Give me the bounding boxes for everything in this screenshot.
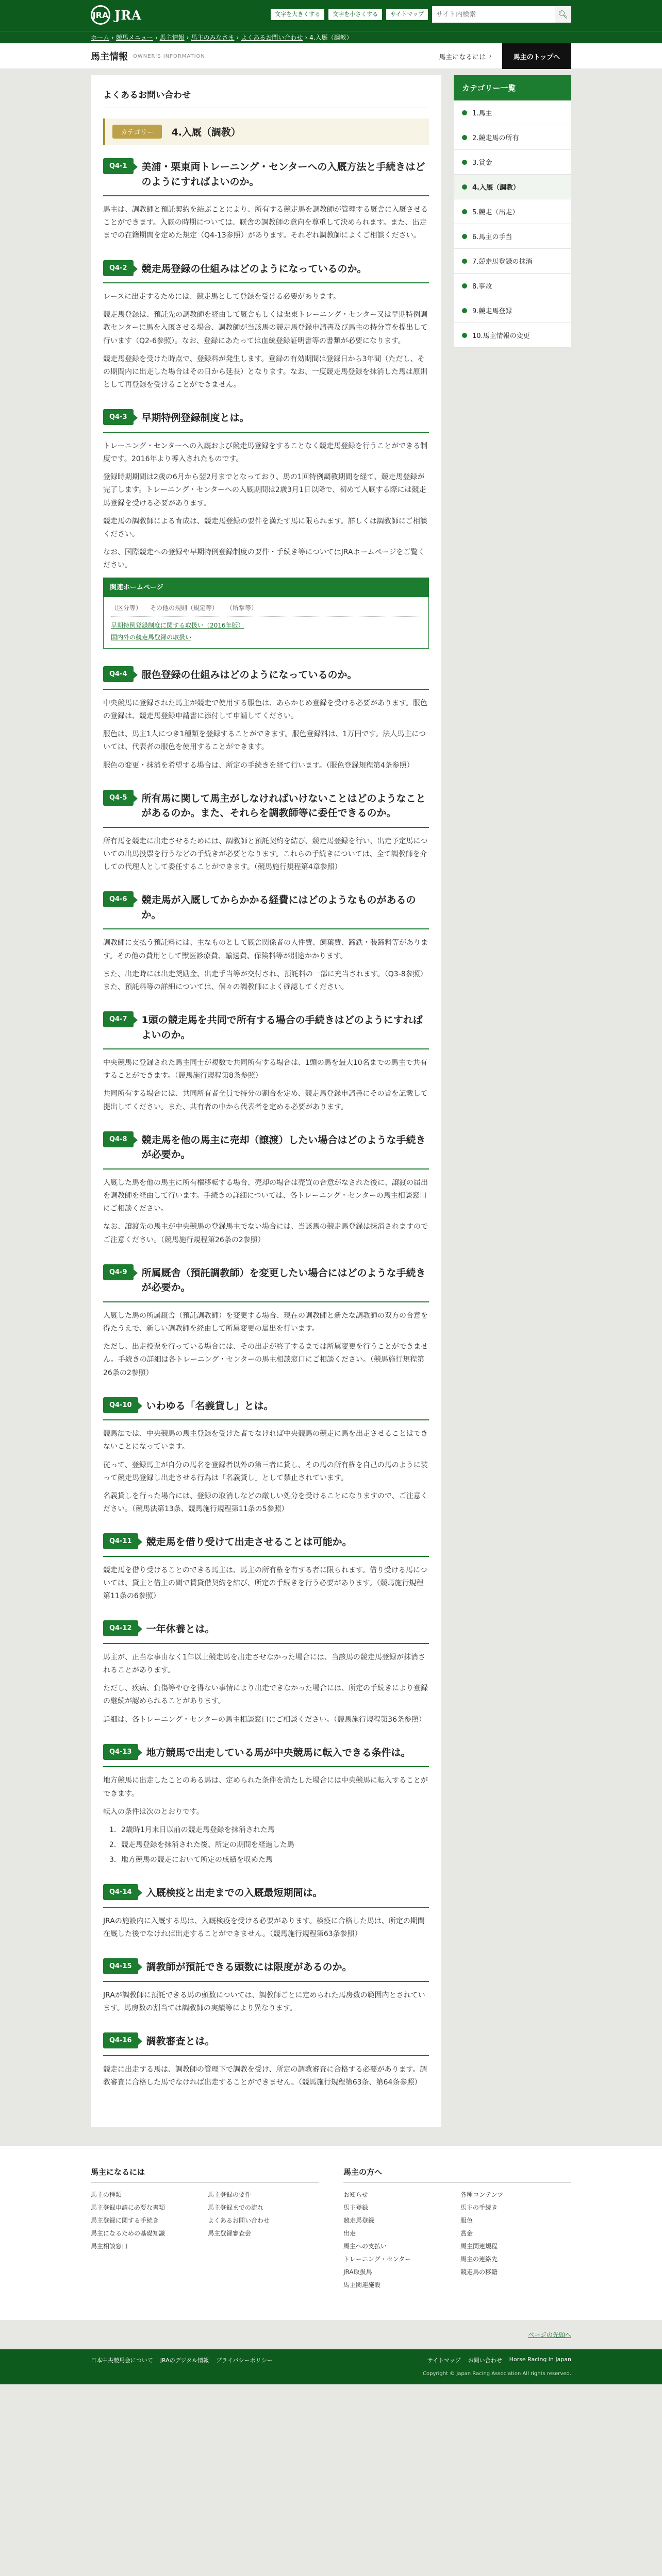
- answer-text: [103, 1057, 429, 1114]
- breadcrumb-item[interactable]: ホーム: [91, 34, 110, 41]
- footer-nav-link[interactable]: 馬主登録までの流れ: [208, 2204, 264, 2212]
- bullet-icon: [462, 184, 467, 190]
- answer-paragraph: 競走馬登録は、預託先の調教師を経由して厩舎もしくは栗東トレーニング・センター又は早期特例調教センターに馬を入厩させる場合、調教師が当該馬の競走馬登録申請書及び馬主の持分等を提出して行います（Q2-6参照）。なお、登録にあたっては血統登録証明書等の書類が必要になります。: [103, 311, 428, 345]
- answer-paragraph: なお、国際競走への登録や早期特例登録制度の要件・手続き等についてはJRAホームページをご覧ください。: [103, 548, 425, 570]
- answer-paragraph: 中央競馬に登録された馬主が競走で使用する服色は、あらかじめ登録を受ける必要があります。服色の登録は、競走馬登録申請書に添付して申請してください。: [103, 699, 427, 721]
- footer-nav-link[interactable]: 馬主登録審査会: [208, 2230, 252, 2238]
- sidebar-item-label: 10.馬主情報の変更: [472, 332, 530, 340]
- qa-item: [103, 409, 429, 649]
- question-text: 競走馬を他の馬主に売却（譲渡）したい場合はどのような手続きが必要か。: [141, 1134, 426, 1161]
- question-header: [103, 409, 429, 426]
- question-number-badge: Q4-6: [103, 891, 134, 907]
- question-number-badge: Q4-15: [103, 1958, 138, 1974]
- answer-text: [103, 835, 429, 874]
- sidebar-item-label: 7.競走馬登録の抹消: [472, 258, 533, 266]
- question-text: 早期特例登録制度とは。: [141, 412, 250, 424]
- question-divider: [103, 1907, 429, 1908]
- sidebar-item[interactable]: [454, 274, 571, 298]
- bullet-icon: [462, 110, 467, 115]
- question-text: 地方競馬で出走している馬が中央競馬に転入できる条件は。: [146, 1747, 411, 1758]
- sidebar-item[interactable]: [454, 298, 571, 323]
- sidebar-item[interactable]: [454, 249, 571, 274]
- question-text: 服色登録の仕組みはどのようになっているのか。: [141, 669, 357, 681]
- question-text: いわゆる「名義貸し」とは。: [146, 1400, 274, 1412]
- sidebar-list: [454, 100, 571, 348]
- answer-paragraph: 馬主が、正当な事由なく1年以上競走馬を出走させなかった場合には、当該馬の競走馬登録が抹消されることがあります。: [103, 1653, 425, 1675]
- question-number-badge: Q4-9: [103, 1264, 134, 1280]
- answer-text: [103, 1310, 429, 1380]
- question-divider: [103, 2055, 429, 2056]
- sub-navigation: [0, 43, 662, 69]
- related-page-column: （所掌等）: [226, 604, 258, 612]
- qa-item: [103, 1011, 429, 1114]
- qa-item: [103, 666, 429, 772]
- answer-paragraph: 中央競馬に登録された馬主同士が複数で共同所有する場合は、1頭の馬を最大10名までの馬主で共有することができます。（競馬施行規程第8条参照）: [103, 1059, 427, 1080]
- question-divider: [103, 432, 429, 433]
- answer-paragraph: ただし、出走投票を行っている場合には、その出走が終了するまでは所属変更を行うことができません。手続きの詳細は各トレーニング・センターの馬主相談窓口にご相談ください。（競馬施行規程第26条の2参照）: [103, 1343, 428, 1377]
- question-text: 美浦・栗東両トレーニング・センターへの入厩方法と手続きはどのようにすればよいのか。: [141, 161, 425, 188]
- category-header: [103, 118, 429, 145]
- question-text: 競走馬登録の仕組みはどのようになっているのか。: [141, 263, 367, 275]
- question-text: 1頭の競走馬を共同で所有する場合の手続きはどのようにすればよいのか。: [141, 1014, 423, 1041]
- answer-text: [103, 697, 429, 772]
- question-number-badge: Q4-2: [103, 260, 134, 276]
- bullet-icon: [462, 135, 467, 140]
- question-number-badge: Q4-14: [103, 1884, 138, 1900]
- answer-text: [103, 440, 429, 649]
- qa-list: [103, 158, 429, 2089]
- footer-nav-link[interactable]: 馬主相談窓口: [91, 2243, 128, 2250]
- answer-text: [103, 1651, 429, 1726]
- question-number-badge: Q4-11: [103, 1533, 138, 1549]
- related-page-box: [103, 578, 429, 649]
- answer-paragraph: 入厩した馬の所属厩舎（預託調教師）を変更する場合、現在の調教師と新たな調教師の双方の合意を得たうえで、新しい調教師を経由して所属変更の届出を行います。: [103, 1311, 428, 1333]
- question-divider: [103, 1643, 429, 1644]
- footer-link[interactable]: サイトマップ: [427, 2357, 461, 2364]
- answer-paragraph: 地方競馬に出走したことのある馬は、定められた条件を満たした場合には中央競馬に転入することができます。: [103, 1776, 428, 1798]
- sidebar-item[interactable]: [454, 175, 571, 199]
- search-input[interactable]: [432, 6, 555, 23]
- qa-item: [103, 891, 429, 994]
- section-subtitle: OWNER'S INFORMATION: [133, 53, 205, 59]
- answer-paragraph: 名義貸しを行った場合には、登録の取消しなどの厳しい処分を受けることになりますので、ご注意ください。（競馬法第13条、競馬施行規程第11条の5参照）: [103, 1492, 428, 1514]
- bullet-icon: [462, 333, 467, 338]
- related-page-link[interactable]: 国内外の競走馬登録の取扱い: [111, 633, 192, 641]
- footer-link[interactable]: お問い合わせ: [468, 2357, 502, 2364]
- answer-list: [109, 1824, 429, 1867]
- search-box: [432, 6, 571, 23]
- answer-paragraph: 所有馬を競走に出走させるためには、調教師と預託契約を結び、競走馬登録を行い、出走予定馬についての出馬投票を行うなどの手続きが必要となります。これらの手続きについては、全て調教師を介しての代理人として委任することができます。（競馬施行規程第4章参照）: [103, 837, 428, 872]
- sidebar-item[interactable]: [454, 224, 571, 249]
- question-number-badge: Q4-7: [103, 1011, 134, 1027]
- owner-top-button[interactable]: 馬主のトップへ: [502, 43, 571, 69]
- question-text: 入厩検疫と出走までの入厩最短期間は。: [146, 1887, 323, 1899]
- answer-paragraph: 競走馬登録を受けた時点で、登録料が発生します。登録の有効期間は登録日から3年間（ただし、その期間内に出走した場合はその日から延長）となります。なお、一度競走馬登録を抹消した馬は原則として再登録を受けることができません。: [103, 354, 427, 389]
- question-number-badge: Q4-3: [103, 409, 134, 425]
- qa-item: [103, 1264, 429, 1380]
- font-large-button[interactable]: 文字を大きくする: [271, 9, 324, 20]
- question-header: [103, 158, 429, 189]
- qa-item: [103, 1131, 429, 1247]
- sidebar-item[interactable]: [454, 100, 571, 125]
- qa-item: [103, 1533, 429, 1603]
- bullet-icon: [462, 259, 467, 264]
- question-number-badge: Q4-13: [103, 1744, 138, 1760]
- section-title: 馬主情報: [91, 52, 128, 62]
- qa-item: [103, 790, 429, 874]
- sidebar: [454, 75, 571, 348]
- sidebar-item-label: 3.賞金: [472, 159, 492, 167]
- answer-paragraph: 競走馬を借り受けることのできる馬主は、馬主の所有権を有する者に限られます。借り受ける馬については、貸主と借主の間で賃貸借契約を結び、所定の手続きを行う必要があります。（競馬施行規程第11条の6参照）: [103, 1566, 427, 1601]
- answer-list-item: 3．地方競馬の競走において所定の成績を収めた馬: [109, 1856, 273, 1865]
- footer-link[interactable]: Horse Racing in Japan: [509, 2356, 571, 2363]
- breadcrumb-sep: ›: [111, 34, 114, 41]
- qa-item: [103, 1397, 429, 1516]
- answer-text: [103, 1564, 429, 1603]
- qa-item: [103, 158, 429, 243]
- breadcrumb-current: 4.入厩（調教）: [309, 34, 353, 41]
- footer-nav-link[interactable]: 馬主関連規程: [460, 2243, 498, 2250]
- sidebar-item[interactable]: [454, 150, 571, 175]
- answer-paragraph: 入厩した馬を他の馬主に所有権移転する場合、売却の場合は売買の合意がなされた後に、譲渡の届出を調教師を経由して行います。手続きの詳細については、各トレーニング・センターの馬主相談窓口にご相談ください。: [103, 1178, 428, 1213]
- answer-list-item: 1．2歳時1月末日以前の競走馬登録を抹消された馬: [109, 1825, 275, 1834]
- footer-nav-link[interactable]: お知らせ: [343, 2191, 368, 2199]
- logo-mark: JRA: [91, 5, 110, 25]
- sidebar-item-label: 5.競走（出走）: [472, 209, 519, 216]
- answer-paragraph: 服色は、馬主1人につき1種類を登録することができます。服色登録料は、1万円です。法人馬主については、代表者の服色を使用することができます。: [103, 730, 426, 752]
- question-number-badge: Q4-1: [103, 158, 134, 174]
- font-small-button[interactable]: 文字を小さくする: [328, 9, 382, 20]
- answer-paragraph: 共同所有する場合には、共同所有者全員で持分の割合を定め、競走馬登録申請書にその旨を記載して提出してください。また、共有者の中から代表者を定める必要があります。: [103, 1090, 428, 1111]
- question-text: 所有馬に関して馬主がしなければいけないことはどのようなことがあるのか。また、それらを調教師等に委任できるのか。: [141, 792, 426, 819]
- related-page-columns: [111, 602, 421, 617]
- related-page-row: [111, 632, 421, 643]
- bullet-icon: [462, 283, 467, 289]
- footer-nav-link[interactable]: 各種コンテンツ: [460, 2191, 504, 2199]
- category-badge: カテゴリー: [112, 125, 162, 139]
- answer-text: [103, 1177, 429, 1247]
- qa-item: [103, 1744, 429, 1867]
- breadcrumb-item[interactable]: 馬主のみなさま: [191, 34, 235, 41]
- footer-nav-link[interactable]: 馬主になるための基礎知識: [91, 2230, 166, 2238]
- question-header: [103, 260, 429, 277]
- go-top-link[interactable]: ページの先頭へ: [528, 2331, 571, 2339]
- question-header: [103, 1131, 429, 1162]
- footer-nav-link[interactable]: JRA取扱馬: [343, 2268, 372, 2276]
- answer-paragraph: 馬主は、調教師と預託契約を結ぶことにより、所有する競走馬を調教師が管理する厩舎に入厩させることができます。入厩の時期については、厩舎の調教師の意向を尊重して決められます。また、出走までの在籍期間を定めた規定（Q4-13参照）があります。それぞれ調教師によくご相談ください。: [103, 206, 428, 240]
- related-page-link[interactable]: 早期特例登録制度に関する取扱い（2016年版）: [111, 621, 244, 629]
- footer-nav-link[interactable]: 馬主関連施設: [343, 2281, 381, 2289]
- question-divider: [103, 1419, 429, 1420]
- question-text: 一年休養とは。: [146, 1623, 215, 1635]
- answer-paragraph: トレーニング・センターへの入厩および競走馬登録をすることなく競走馬登録を行うことができる制度です。2016年より導入されたものです。: [103, 442, 428, 464]
- sidebar-item-label: 9.競走馬登録: [472, 308, 512, 315]
- become-owner-label: 馬主になるには: [439, 53, 486, 61]
- answer-text: [103, 2063, 429, 2089]
- answer-text: [103, 291, 429, 392]
- footer-nav-link[interactable]: 馬主の手続き: [460, 2204, 498, 2212]
- question-divider: [103, 1766, 429, 1767]
- question-header: [103, 1744, 429, 1760]
- category-title: 4.入厩（調教）: [171, 127, 241, 138]
- question-header: [103, 891, 429, 922]
- page-title: よくあるお問い合わせ: [103, 83, 429, 108]
- breadcrumb-sep: ›: [186, 34, 189, 41]
- footer-links: [0, 2146, 662, 2320]
- answer-paragraph: 競馬法では、中央競馬の馬主登録を受けた者でなければ中央競馬の競走に馬を出走させることはできないことになっています。: [103, 1430, 428, 1451]
- question-header: [103, 666, 429, 683]
- question-divider: [103, 282, 429, 283]
- answer-paragraph: JRAの施設内に入厩する馬は、入厩検疫を受ける必要があります。検疫に合格した馬は、所定の期間在厩した後でなければ出走することができません。（競馬施行規程第63条参照）: [103, 1917, 425, 1939]
- answer-paragraph: 競走馬の調教師による育成は、競走馬登録の要件を満たす馬に限られます。詳しくは調教師にご相談ください。: [103, 517, 427, 538]
- question-text: 調教師が預託できる頭数には限度があるのか。: [146, 1961, 352, 1973]
- jra-logo[interactable]: [91, 5, 142, 25]
- question-divider: [103, 1301, 429, 1302]
- sidebar-item-label: 2.競走馬の所有: [472, 134, 519, 142]
- footer-link[interactable]: 日本中央競馬会について: [91, 2357, 153, 2364]
- sidebar-item-label: 4.入厩（調教）: [472, 184, 520, 192]
- question-header: [103, 1884, 429, 1901]
- answer-paragraph: また、出走時には出走奨励金、出走手当等が交付され、預託料の一部に充当されます。（Q3-8参照）また、預託料等の詳細については、個々の調教師によく確認してください。: [103, 970, 427, 991]
- question-divider: [103, 1168, 429, 1170]
- question-header: [103, 1397, 429, 1414]
- footer-nav-link[interactable]: 馬主登録の要件: [208, 2191, 252, 2199]
- footer-nav-link[interactable]: 馬主の連絡先: [460, 2256, 498, 2263]
- question-number-badge: Q4-10: [103, 1397, 138, 1413]
- qa-item: [103, 2032, 429, 2089]
- breadcrumb-item[interactable]: よくあるお問い合わせ: [241, 34, 303, 41]
- question-divider: [103, 1981, 429, 1982]
- question-header: [103, 1958, 429, 1975]
- footer-nav-link[interactable]: 馬主登録: [343, 2204, 369, 2212]
- copyright: Copyright © Japan Racing Association All rights reserved.: [423, 2371, 571, 2377]
- footer-col-links: [343, 2190, 571, 2289]
- question-header: [103, 1264, 429, 1295]
- question-divider: [103, 928, 429, 929]
- question-header: [103, 1620, 429, 1637]
- answer-paragraph: JRAが調教師に預託できる馬の頭数については、調教師ごとに定められた馬房数の範囲内とされています。馬房数の割当ては調教師の実績等により異なります。: [103, 1991, 425, 2013]
- become-owner-link[interactable]: [428, 43, 502, 69]
- footer-link[interactable]: プライバシーポリシー: [216, 2357, 273, 2364]
- answer-text: [103, 204, 429, 243]
- top-right-tools: [271, 6, 571, 23]
- qa-item: [103, 1958, 429, 2015]
- footer-nav-link[interactable]: 馬主への支払い: [343, 2243, 387, 2250]
- footer-nav-link[interactable]: 競走馬の移籍: [460, 2268, 498, 2276]
- sidebar-item-label: 1.馬主: [472, 110, 492, 117]
- question-header: [103, 1533, 429, 1550]
- footer-nav-link[interactable]: 競走馬登録: [343, 2217, 375, 2225]
- main-content: [91, 75, 441, 2127]
- answer-paragraph: レースに出走するためには、競走馬として登録を受ける必要があります。: [103, 293, 341, 301]
- breadcrumb-bar: [0, 31, 662, 43]
- sidebar-item[interactable]: [454, 199, 571, 224]
- footer-nav-link[interactable]: 出走: [343, 2230, 356, 2238]
- breadcrumb-sep: ›: [155, 34, 158, 41]
- breadcrumb-sep: ›: [236, 34, 239, 41]
- answer-text: [103, 937, 429, 994]
- sitemap-button[interactable]: サイトマップ: [386, 9, 428, 20]
- footer-col-links: [91, 2190, 319, 2250]
- answer-list-item: 2．競走馬登録を抹消された後、所定の期間を経過した馬: [109, 1841, 294, 1850]
- related-page-body: [104, 597, 428, 648]
- footer-col-heading: 馬主の方へ: [343, 2166, 571, 2183]
- question-divider: [103, 827, 429, 828]
- footer-nav-link[interactable]: 馬主登録申請に必要な書類: [91, 2204, 166, 2212]
- related-page-column: （区分等）: [111, 604, 142, 612]
- breadcrumb-item[interactable]: 馬主情報: [159, 34, 185, 41]
- question-header: [103, 2032, 429, 2049]
- question-header: [103, 1011, 429, 1042]
- bullet-icon: [462, 234, 467, 239]
- sidebar-heading: カテゴリー一覧: [454, 75, 571, 100]
- footer-col-heading: 馬主になるには: [91, 2166, 319, 2183]
- chevron-right-icon: ›: [489, 52, 492, 60]
- sidebar-item-label: 8.事故: [472, 283, 492, 291]
- question-divider: [103, 689, 429, 690]
- bullet-icon: [462, 160, 467, 165]
- sidebar-item[interactable]: [454, 125, 571, 150]
- answer-text: [103, 1774, 429, 1867]
- question-text: 調教審査とは。: [146, 2036, 215, 2047]
- question-number-badge: Q4-12: [103, 1620, 138, 1636]
- question-number-badge: Q4-8: [103, 1131, 134, 1147]
- answer-paragraph: 調教師に支払う預託料には、主なものとして厩舎関係者の人件費、飼葉費、蹄鉄・装蹄料等があります。その他の費用として獣医診療費、輸送費、保険料等が別途かかります。: [103, 939, 428, 960]
- footer-nav-link[interactable]: 馬主登録に関する手続き: [91, 2217, 159, 2225]
- answer-paragraph: 詳細は、各トレーニング・センターの馬主相談窓口にご相談ください。（競馬施行規程第36条参照）: [103, 1715, 426, 1724]
- qa-item: [103, 1620, 429, 1726]
- footer-nav-link[interactable]: トレーニング・センター: [343, 2256, 411, 2263]
- bullet-icon: [462, 308, 467, 313]
- question-divider: [103, 1556, 429, 1557]
- question-divider: [103, 195, 429, 196]
- answer-text: [103, 1989, 429, 2015]
- footer-nav-link[interactable]: よくあるお問い合わせ: [208, 2217, 270, 2225]
- question-text: 競走馬を借り受けて出走させることは可能か。: [146, 1536, 352, 1548]
- footer-link[interactable]: JRAのデジタル情報: [160, 2357, 209, 2364]
- sidebar-item-label: 6.馬主の手当: [472, 233, 512, 241]
- related-page-column: その他の規則（規定等）: [150, 604, 219, 612]
- question-text: 所属厩舎（預託調教師）を変更したい場合にはどのような手続きが必要か。: [141, 1267, 426, 1294]
- answer-paragraph: 従って、登録馬主が自分の馬名を登録者以外の第三者に貸し、その馬の所有権を自己の馬のように装って競走馬登録し出走させる行為は「名義貸し」として禁止されています。: [103, 1461, 428, 1482]
- breadcrumb-item[interactable]: 競馬メニュー: [115, 34, 153, 41]
- footer-nav-link[interactable]: 賞金: [460, 2230, 473, 2238]
- question-number-badge: Q4-4: [103, 666, 134, 682]
- footer-nav-link[interactable]: 馬主の種類: [91, 2191, 122, 2199]
- answer-text: [103, 1428, 429, 1516]
- breadcrumb-sep: ›: [305, 34, 308, 41]
- sidebar-item[interactable]: [454, 323, 571, 348]
- breadcrumb: [91, 31, 571, 44]
- question-number-badge: Q4-5: [103, 790, 134, 806]
- question-divider: [103, 1048, 429, 1049]
- search-icon[interactable]: 🔍︎: [555, 6, 571, 23]
- related-page-row: [111, 620, 421, 632]
- answer-paragraph: 競走に出走する馬は、調教師の管理下で調教を受け、所定の調教審査に合格する必要があります。調教審査に合格した馬でなければ出走することができません。（競馬施行規程第63条、第64条参照）: [103, 2065, 427, 2087]
- answer-paragraph: 登録時期期間は2歳の6月から翌2月までとなっており、馬の1回特例調教期間を経て、競走馬登録が完了します。トレーニング・センターへの入厩期間は2歳3月1日以降で、初めて入厩する際には競走馬登録を受ける必要があります。: [103, 473, 426, 507]
- answer-paragraph: 服色の変更・抹消を希望する場合は、所定の手続きを経て行います。（服色登録規程第4条参照）: [103, 761, 414, 770]
- qa-item: [103, 1884, 429, 1941]
- qa-item: [103, 260, 429, 392]
- question-header: [103, 790, 429, 821]
- answer-paragraph: なお、譲渡先の馬主が中央競馬の登録馬主でない場合には、当該馬の競走馬登録は抹消されますのでご注意ください。（競馬施行規程第26条の2参照）: [103, 1223, 428, 1244]
- footer-nav-link[interactable]: 服色: [460, 2217, 473, 2225]
- bullet-icon: [462, 209, 467, 214]
- question-text: 競走馬が入厩してからかかる経費にはどのようなものがあるのか。: [141, 894, 416, 921]
- answer-paragraph: ただし、疾病、負傷等やむを得ない事情により出走できなかった場合には、所定の手続きにより登録の継続が認められることがあります。: [103, 1684, 428, 1706]
- top-bar: [0, 0, 662, 31]
- logo-text: JRA: [114, 7, 142, 23]
- answer-paragraph: 転入の条件は次のとおりです。: [103, 1807, 204, 1816]
- footer-bar: [0, 2349, 662, 2384]
- question-number-badge: Q4-16: [103, 2032, 138, 2048]
- related-page-heading: 関連ホームページ: [104, 578, 428, 597]
- answer-text: [103, 1915, 429, 1941]
